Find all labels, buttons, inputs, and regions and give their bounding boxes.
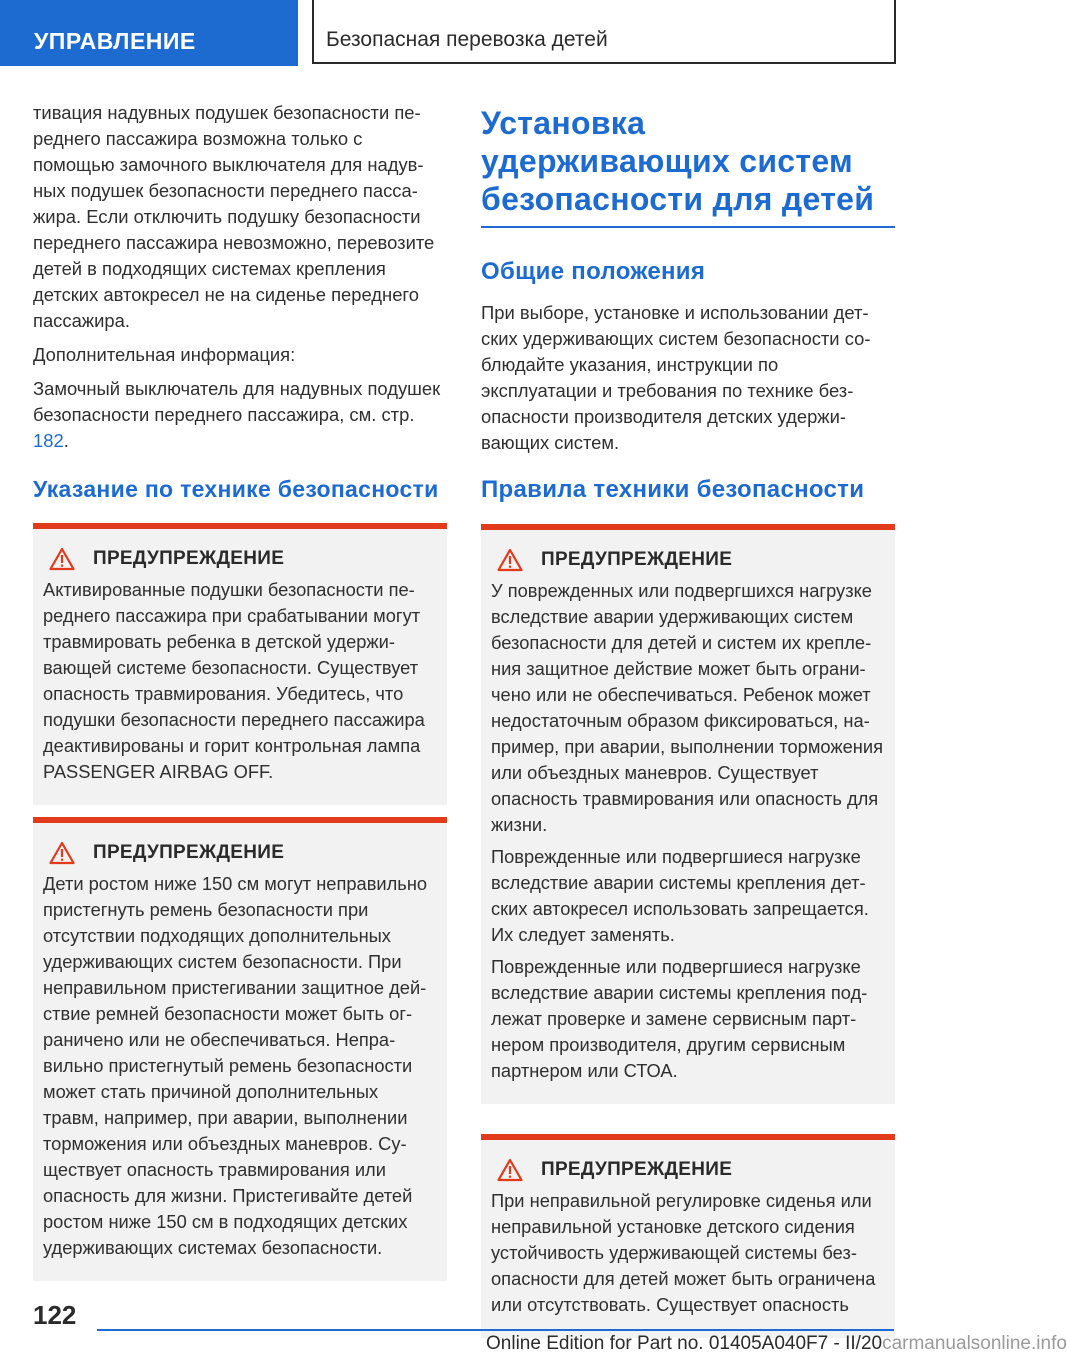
page-number: 122 <box>33 1300 77 1330</box>
rules-heading: Правила техники безопасности <box>481 476 865 503</box>
reference-end: . <box>63 430 69 451</box>
general-heading: Общие положения <box>481 258 706 285</box>
warning-box <box>33 817 447 1281</box>
warning-header <box>49 547 437 571</box>
warning-header <box>49 841 437 865</box>
safety-note-heading: Указание по технике безопасности <box>33 476 439 502</box>
warning-triangle-icon <box>497 548 523 572</box>
section-tab[interactable] <box>0 0 298 66</box>
reference-paragraph <box>33 376 447 454</box>
more-info-label: Дополнительная информация: <box>33 344 296 365</box>
warning-label: ПРЕДУПРЕЖДЕНИЕ <box>93 548 285 569</box>
footer-rule <box>97 1329 894 1331</box>
warning-box <box>481 524 895 1104</box>
warning-text: У поврежденных или подвергшихся нагрузке вследствие аварии удерживающих систем безопасности для детей и систем их крепления защитное действие может быть ограничено или не обеспечиваться. Ребенок может недостаточным образом фиксироваться, например, при аварии, выполнении торможения или объездных маневров. Существует опасность травмирования или опасность для жизни. <box>491 580 883 835</box>
section-label: УПРАВЛЕНИЕ <box>34 28 196 54</box>
header-right-border <box>894 0 896 64</box>
chapter-title: Безопасная перевозка детей <box>326 28 608 51</box>
watermark-text: carmanualsonline.info <box>882 1333 1067 1354</box>
warning-triangle-icon <box>49 547 75 571</box>
warning-triangle-icon <box>49 841 75 865</box>
warning-header <box>497 548 885 572</box>
warning-label: ПРЕДУПРЕЖДЕНИЕ <box>541 1159 733 1180</box>
main-heading: Установка удерживающих систем безопасности для детей <box>481 104 895 228</box>
page-reference-link[interactable]: 182 <box>33 430 64 451</box>
warning-text: Поврежденные или подвергшиеся нагрузке вследствие аварии системы крепления подлежат проверке и замене сервисным партнером производителя, другим сервисным партнером или СТОА. <box>491 956 868 1081</box>
warning-label: ПРЕДУПРЕЖДЕНИЕ <box>541 549 733 570</box>
warning-text: Активированные подушки безопасности переднего пассажира при срабатывании могут травмировать ребенка в детской удерживающей системе безопасности. Существует опасность травмирования. Убедитесь, что подушки безопасности переднего пассажира деактивированы и горит контрольная лампа PASSENGER AIRBAG OFF. <box>43 579 425 782</box>
right-column <box>481 100 895 1350</box>
warning-text: Поврежденные или подвергшиеся нагрузке вследствие аварии системы крепления детских автокресел использовать запрещается. Их следует заменять. <box>491 846 869 945</box>
edition-text: Online Edition for Part no. 01405A040F7 - II/20 <box>486 1333 883 1354</box>
warning-box <box>481 1134 895 1338</box>
header-underline <box>312 62 896 64</box>
warning-text: При неправильной регулировке сиденья или неправильной установке детского сидения устойчивость удерживающей системы безопасности для детей может быть ограничена или отсутствовать. Существует опасность <box>491 1190 876 1315</box>
general-text: При выборе, установке и использовании детских удерживающих систем безопасности соблюдайте указания, инструкции по эксплуатации и требования по технике безопасности производителя детских удерживающих систем. <box>481 302 871 453</box>
warning-box <box>33 523 447 805</box>
warning-header <box>497 1158 885 1182</box>
reference-text: Замочный выключатель для надувных подушек безопасности переднего пассажира, см. стр. <box>33 378 441 425</box>
warning-text: Дети ростом ниже 150 см могут неправильно пристегнуть ремень безопасности при отсутствии подходящих дополнительных удерживающих систем безопасности. При неправильном пристегивании защитное действие ремней безопасности может быть ограничено или не обеспечиваться. Неправильно пристегнутый ремень безопасности может стать причиной дополнительных травм, например, при аварии, выполнении торможения или объездных маневров. Существует опасность травмирования или опасность для жизни. Пристегивайте детей ростом ниже 150 см в подходящих детских удерживающих системах безопасности. <box>43 873 428 1258</box>
intro-paragraph: тивация надувных подушек безопасности переднего пассажира возможна только с помощью замочного выключателя для надувных подушек безопасности переднего пассажира. Если отключить подушку безопасности переднего пассажира невозможно, перевозите детей в подходящих системах крепления детских автокресел не на сиденье переднего пассажира. <box>33 102 435 331</box>
warning-label: ПРЕДУПРЕЖДЕНИЕ <box>93 842 285 863</box>
left-column <box>33 100 447 1293</box>
footer-edition <box>486 1333 1067 1355</box>
header-divider <box>312 0 314 64</box>
warning-triangle-icon <box>497 1158 523 1182</box>
